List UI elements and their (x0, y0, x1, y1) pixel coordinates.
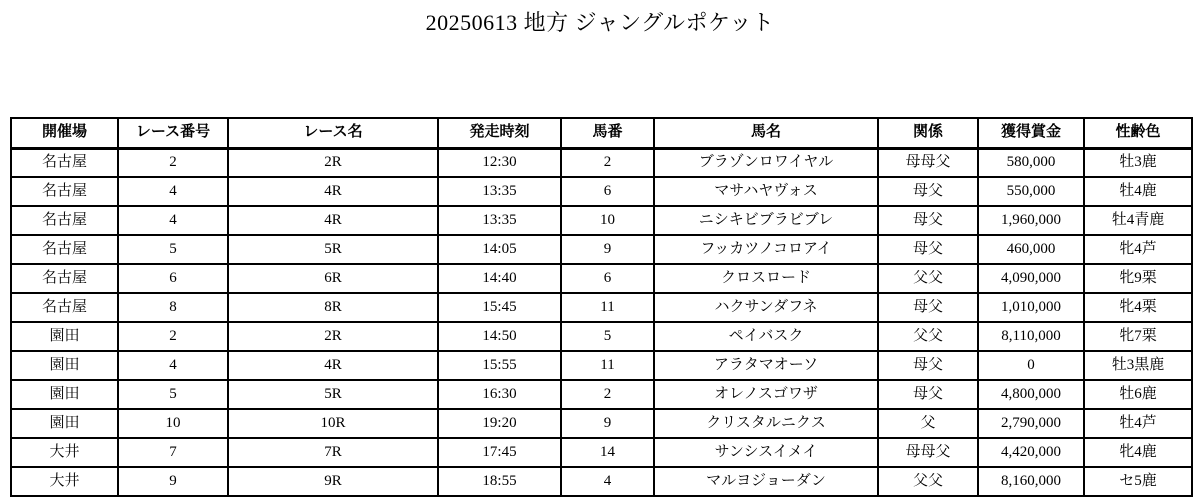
table-cell: 母母父 (878, 438, 978, 467)
table-cell: 2 (561, 148, 654, 177)
table-cell: 0 (978, 351, 1084, 380)
table-cell: 6R (228, 264, 438, 293)
table-cell: 9 (561, 235, 654, 264)
table-cell: 5R (228, 380, 438, 409)
table-cell: 550,000 (978, 177, 1084, 206)
table-cell: 名古屋 (11, 264, 118, 293)
table-cell: ブラゾンロワイヤル (654, 148, 878, 177)
table-cell: 大井 (11, 438, 118, 467)
table-cell: 名古屋 (11, 206, 118, 235)
table-cell: 6 (561, 264, 654, 293)
table-cell: 9 (118, 467, 228, 496)
table-cell: 大井 (11, 467, 118, 496)
table-cell: 1,960,000 (978, 206, 1084, 235)
table-body (11, 148, 1192, 496)
table-cell: 5 (118, 380, 228, 409)
column-header-5: 馬名 (654, 118, 878, 148)
table-cell: 7 (118, 438, 228, 467)
column-header-2: レース名 (228, 118, 438, 148)
table-cell: 母父 (878, 206, 978, 235)
table-cell: 牝4鹿 (1084, 438, 1192, 467)
column-header-6: 関係 (878, 118, 978, 148)
table-cell: 園田 (11, 351, 118, 380)
table-cell: 14:50 (438, 322, 561, 351)
table-cell: 10R (228, 409, 438, 438)
table-cell: 8,160,000 (978, 467, 1084, 496)
table-cell: 牝4芦 (1084, 235, 1192, 264)
column-header-3: 発走時刻 (438, 118, 561, 148)
table-cell: 14 (561, 438, 654, 467)
table-cell: 牡3鹿 (1084, 148, 1192, 177)
table-cell: 13:35 (438, 206, 561, 235)
table-cell: 4 (118, 177, 228, 206)
table-cell: 14:05 (438, 235, 561, 264)
table-cell: 18:55 (438, 467, 561, 496)
table-cell: 母母父 (878, 148, 978, 177)
table-row (11, 322, 1192, 351)
table-cell: 牡3黒鹿 (1084, 351, 1192, 380)
table-cell: 5 (561, 322, 654, 351)
table-cell: マルヨジョーダン (654, 467, 878, 496)
table-cell: 9 (561, 409, 654, 438)
table-cell: 4 (118, 206, 228, 235)
table-cell: 牡4青鹿 (1084, 206, 1192, 235)
table-cell: 11 (561, 293, 654, 322)
table-cell: 4 (118, 351, 228, 380)
table-row (11, 380, 1192, 409)
table-cell: 10 (118, 409, 228, 438)
column-header-4: 馬番 (561, 118, 654, 148)
table-cell: ペイバスク (654, 322, 878, 351)
table-cell: 19:20 (438, 409, 561, 438)
table-cell: 牝4栗 (1084, 293, 1192, 322)
table-cell: 15:45 (438, 293, 561, 322)
table-cell: 2R (228, 322, 438, 351)
table-cell: 母父 (878, 293, 978, 322)
table-cell: フッカツノコロアイ (654, 235, 878, 264)
table-cell: 9R (228, 467, 438, 496)
table-cell: 父 (878, 409, 978, 438)
table-cell: アラタマオーソ (654, 351, 878, 380)
table-cell: 5 (118, 235, 228, 264)
table-row (11, 148, 1192, 177)
table-cell: 母父 (878, 177, 978, 206)
table-cell: 名古屋 (11, 148, 118, 177)
table-cell: 17:45 (438, 438, 561, 467)
table-cell: 6 (118, 264, 228, 293)
table-cell: クロスロード (654, 264, 878, 293)
table-cell: 2 (561, 380, 654, 409)
table-cell: 母父 (878, 351, 978, 380)
table-cell: 12:30 (438, 148, 561, 177)
table-cell: 8 (118, 293, 228, 322)
table-cell: 4R (228, 351, 438, 380)
table-row (11, 293, 1192, 322)
table-cell: 名古屋 (11, 235, 118, 264)
table-cell: 2 (118, 322, 228, 351)
table-cell: 名古屋 (11, 177, 118, 206)
table-row (11, 177, 1192, 206)
table-cell: ニシキビブラビブレ (654, 206, 878, 235)
column-header-8: 性齢色 (1084, 118, 1192, 148)
table-row (11, 351, 1192, 380)
table-cell: 園田 (11, 409, 118, 438)
table-cell: 2 (118, 148, 228, 177)
header-row (11, 118, 1192, 148)
table-cell: 1,010,000 (978, 293, 1084, 322)
table-cell: 2R (228, 148, 438, 177)
column-header-0: 開催場 (11, 118, 118, 148)
table-cell: 7R (228, 438, 438, 467)
column-header-7: 獲得賞金 (978, 118, 1084, 148)
table-cell: 園田 (11, 322, 118, 351)
table-cell: 8,110,000 (978, 322, 1084, 351)
table-row (11, 206, 1192, 235)
table-cell: 4R (228, 177, 438, 206)
race-results-table (10, 117, 1193, 497)
table-cell: 10 (561, 206, 654, 235)
table-cell: マサハヤヴォス (654, 177, 878, 206)
table-cell: 13:35 (438, 177, 561, 206)
table-cell: 園田 (11, 380, 118, 409)
table-cell: 460,000 (978, 235, 1084, 264)
table-cell: セ5鹿 (1084, 467, 1192, 496)
table-cell: 牝9栗 (1084, 264, 1192, 293)
table-cell: 牡6鹿 (1084, 380, 1192, 409)
table-cell: 6 (561, 177, 654, 206)
table-row (11, 409, 1192, 438)
table-cell: 4,800,000 (978, 380, 1084, 409)
table-cell: 4 (561, 467, 654, 496)
table-cell: オレノスゴワザ (654, 380, 878, 409)
table-cell: サンシスイメイ (654, 438, 878, 467)
table-cell: 8R (228, 293, 438, 322)
table-row (11, 264, 1192, 293)
page-title: 20250613 地方 ジャングルポケット (425, 10, 775, 35)
table-cell: 4,090,000 (978, 264, 1084, 293)
table-row (11, 235, 1192, 264)
table-cell: 父父 (878, 467, 978, 496)
table-cell: 14:40 (438, 264, 561, 293)
table-cell: 2,790,000 (978, 409, 1084, 438)
table-cell: 580,000 (978, 148, 1084, 177)
table-cell: 牡4鹿 (1084, 177, 1192, 206)
table-cell: 15:55 (438, 351, 561, 380)
table-row (11, 467, 1192, 496)
table-cell: 4,420,000 (978, 438, 1084, 467)
table-cell: 母父 (878, 380, 978, 409)
table-cell: 5R (228, 235, 438, 264)
table-cell: ハクサンダフネ (654, 293, 878, 322)
table-row (11, 438, 1192, 467)
table-cell: 父父 (878, 264, 978, 293)
table-cell: 父父 (878, 322, 978, 351)
table-cell: 16:30 (438, 380, 561, 409)
column-header-1: レース番号 (118, 118, 228, 148)
table-cell: 名古屋 (11, 293, 118, 322)
table-cell: 牝7栗 (1084, 322, 1192, 351)
table-cell: 牡4芦 (1084, 409, 1192, 438)
table-cell: クリスタルニクス (654, 409, 878, 438)
table-cell: 11 (561, 351, 654, 380)
table-cell: 母父 (878, 235, 978, 264)
table-cell: 4R (228, 206, 438, 235)
